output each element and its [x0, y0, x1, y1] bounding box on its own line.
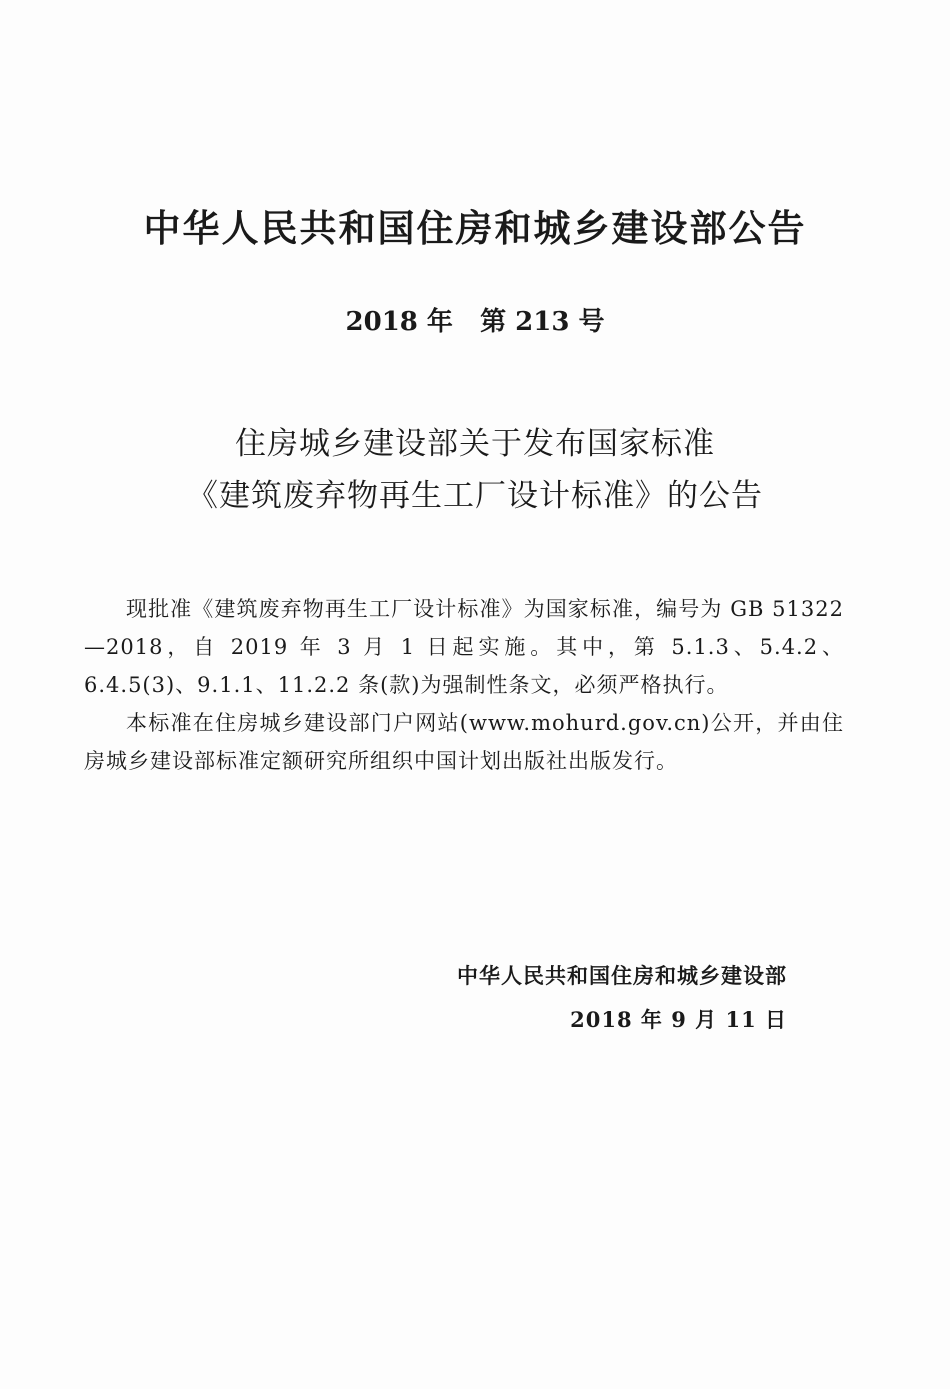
body-paragraph-publication: 本标准在住房城乡建设部门户网站(www.mohurd.gov.cn)公开，并由住房城乡建设部标准定额研究所组织中国计划出版社出版发行。: [84, 711, 844, 773]
ministry-announcement-title: 中华人民共和国住房和城乡建设部公告: [143, 207, 807, 250]
notice-title: [0, 418, 950, 522]
announcement-number: 2018 年 第 213 号: [345, 307, 605, 337]
notice-title-line-1: 住房城乡建设部关于发布国家标准: [235, 426, 715, 462]
notice-title-line-2: 《建筑废弃物再生工厂设计标准》的公告: [187, 478, 763, 514]
notice-body: [84, 590, 844, 780]
signature-block: [457, 954, 787, 1042]
body-paragraph-approval: 现批准《建筑废弃物再生工厂设计标准》为国家标准，编号为 GB 51322—2018，自 2019 年 3 月 1 日起实施。其中，第 5.1.3、5.4.2、6.4.5(3)、9.1.1、11.2.2 条(款)为强制性条文，必须严格执行。: [84, 597, 844, 697]
issue-date: 2018 年 9 月 11 日: [570, 1007, 787, 1032]
issuer-name: 中华人民共和国住房和城乡建设部: [457, 964, 787, 988]
